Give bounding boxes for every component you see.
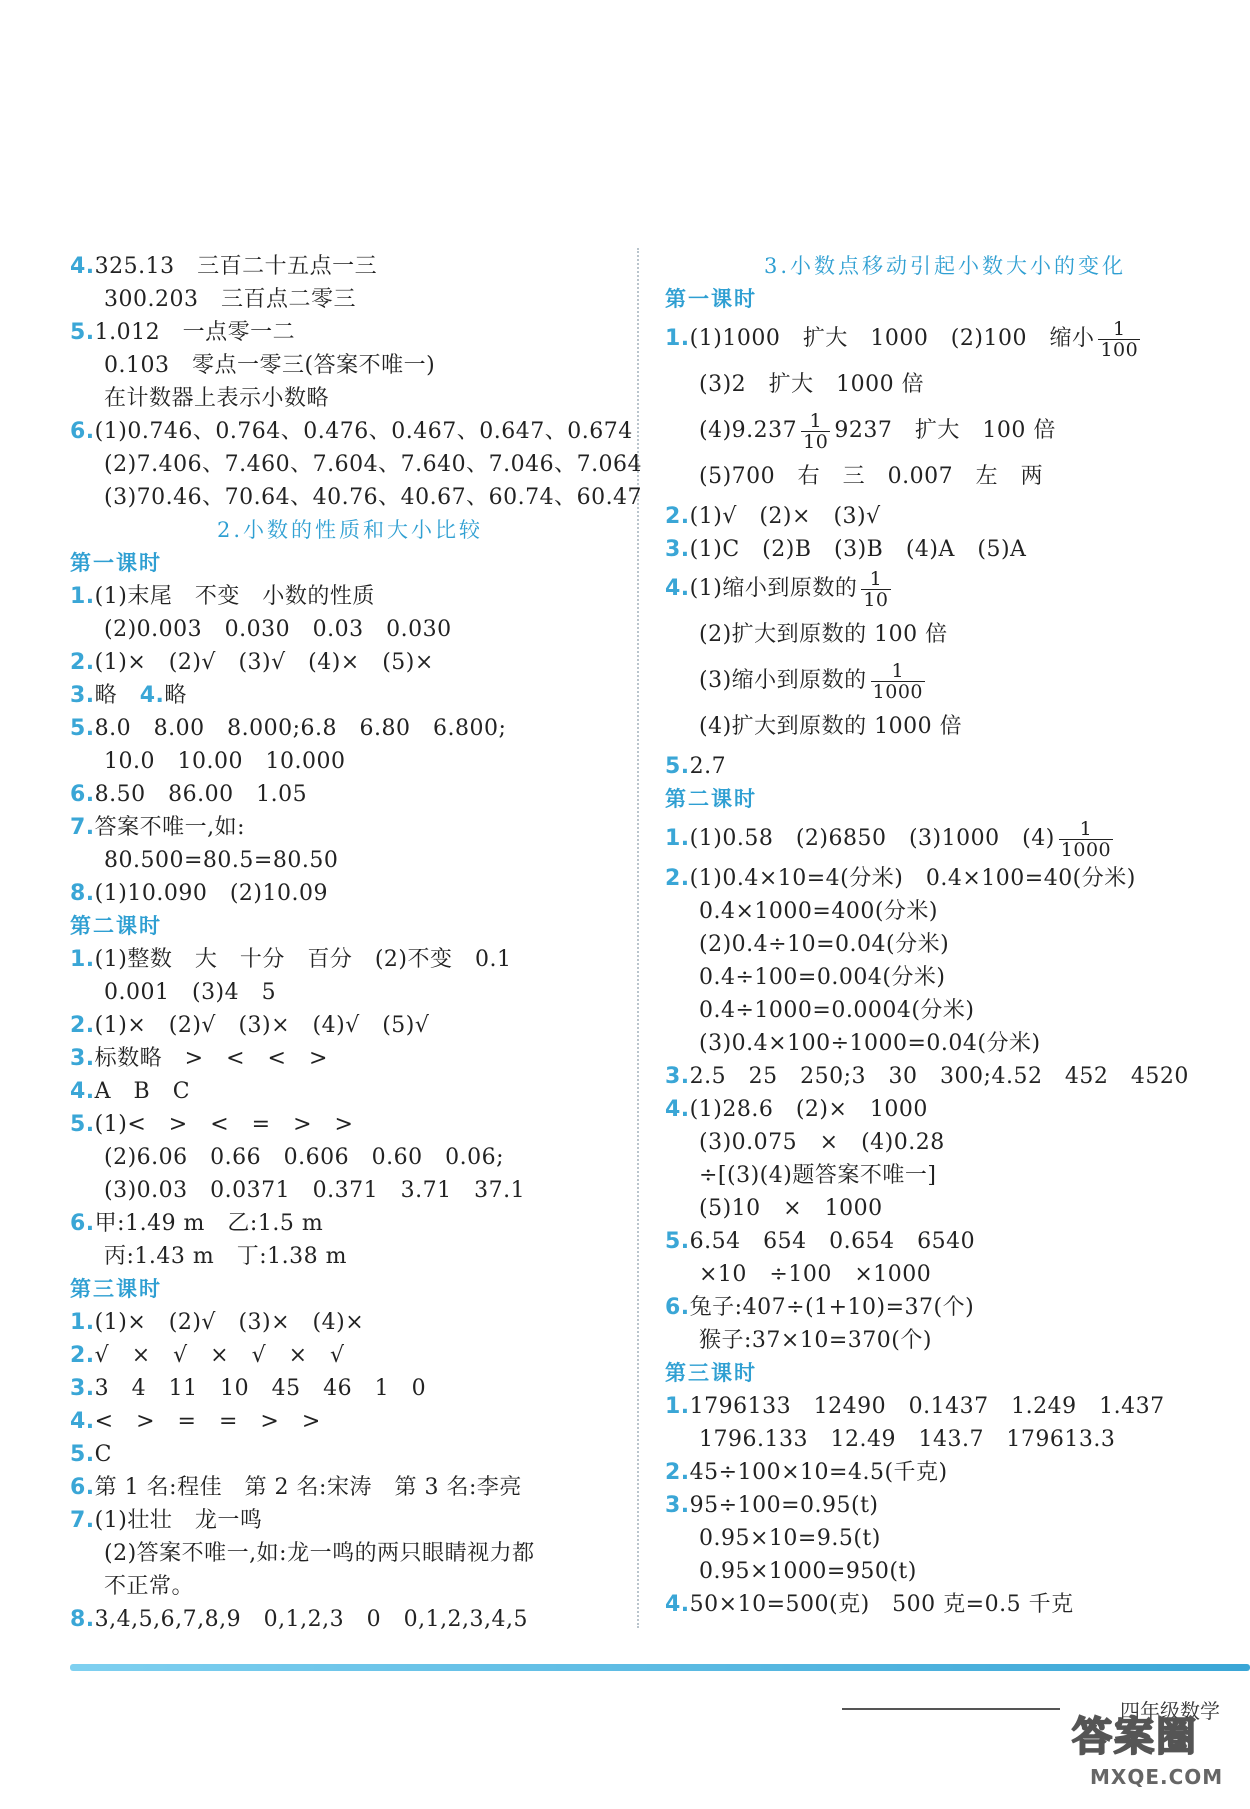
answer-line: (5)10 × 1000: [699, 1196, 883, 1221]
section-title: 2.小数的性质和大小比较: [216, 518, 484, 542]
answer-line: 8.3,4,5,6,7,8,9 0,1,2,3 0 0,1,2,3,4,5: [70, 1607, 529, 1632]
answer-line: 0.4÷100=0.004(分米): [699, 965, 946, 990]
answer-line: 7.答案不唯一,如:: [70, 815, 246, 840]
answer-line: 2.(1)× (2)√ (3)√ (4)× (5)×: [70, 650, 434, 675]
answer-line: 300.203 三百点二零三: [104, 287, 356, 312]
answer-line: 6.第 1 名:程佳 第 2 名:宋涛 第 3 名:李亮: [70, 1475, 522, 1500]
answer-line: (3)70.46、70.64、40.76、40.67、60.74、60.47: [104, 485, 643, 510]
answer-line: 丙:1.43 m 丁:1.38 m: [104, 1244, 348, 1269]
answer-line: 2.(1)0.4×10=4(分米) 0.4×100=40(分米): [665, 866, 1136, 891]
watermark-url: MXQE.COM: [1090, 1765, 1224, 1789]
answer-line: (2)0.4÷10=0.04(分米): [699, 932, 950, 957]
fraction: $\frac{1}{1000}$: [1060, 817, 1112, 861]
answer-line: (2)答案不唯一,如:龙一鸣的两只眼睛视力都: [104, 1541, 535, 1566]
answer-line: (5)700 右 三 0.007 左 两: [699, 464, 1044, 489]
answer-line: 3.95÷100=0.95(t): [665, 1493, 879, 1518]
answer-line: (2)6.06 0.66 0.606 0.60 0.06;: [104, 1145, 504, 1170]
answer-line: 在计数器上表示小数略: [104, 386, 330, 411]
lesson-heading: 第二课时: [70, 914, 162, 938]
answer-line: (4)扩大到原数的 1000 倍: [699, 714, 963, 739]
answer-line: 1796.133 12.49 143.7 179613.3: [699, 1427, 1116, 1452]
answer-line: 0.001 (3)4 5: [104, 980, 277, 1005]
answer-line: (2)0.003 0.030 0.03 0.030: [104, 617, 452, 642]
answer-line: 10.0 10.00 10.000: [104, 749, 346, 774]
answer-line: 0.103 零点一零三(答案不唯一): [104, 353, 436, 378]
answer-line: 4.50×10=500(克) 500 克=0.5 千克: [665, 1592, 1074, 1617]
answer-line: 1.(1)末尾 不变 小数的性质: [70, 584, 375, 609]
footer-bar: [70, 1664, 1250, 1671]
answer-line: 2.(1)√ (2)× (3)√: [665, 504, 881, 529]
answer-line: (3)2 扩大 1000 倍: [699, 372, 925, 397]
answer-line: (3)0.03 0.0371 0.371 3.71 37.1: [104, 1178, 526, 1203]
answer-line: 猴子:37×10=370(个): [699, 1328, 932, 1353]
answer-line: 2.√ × √ × √ × √: [70, 1343, 345, 1368]
answer-line: 5.8.0 8.00 8.000;6.8 6.80 6.800;: [70, 716, 507, 741]
answer-line: 5.C: [70, 1442, 113, 1467]
right-column: [665, 250, 1225, 1621]
answer-line: 4.< > = = > >: [70, 1409, 321, 1434]
answer-line: 8.(1)10.090 (2)10.09: [70, 881, 328, 906]
answer-line: 5.6.54 654 0.654 6540: [665, 1229, 976, 1254]
answer-line: 4.(1)28.6 (2)× 1000: [665, 1097, 928, 1122]
answer-line: 6.8.50 86.00 1.05: [70, 782, 308, 807]
answer-line: 6.(1)0.746、0.764、0.476、0.467、0.647、0.674: [70, 419, 633, 444]
answer-line: 3.(1)C (2)B (3)B (4)A (5)A: [665, 537, 1027, 562]
answer-line: 4.(1)缩小到原数的 $\frac{1}{10}$: [665, 567, 889, 611]
answer-line: 2.(1)× (2)√ (3)× (4)√ (5)√: [70, 1013, 430, 1038]
answer-line: ×10 ÷100 ×1000: [699, 1262, 932, 1287]
answer-line: (3)0.4×100÷1000=0.04(分米): [699, 1031, 1041, 1056]
answer-line: 6.兔子:407÷(1+10)=37(个): [665, 1295, 975, 1320]
answer-line: ÷[(3)(4)题答案不唯一]: [699, 1163, 937, 1188]
answer-line: 1.(1)1000 扩大 1000 (2)100 缩小 $\frac{1}{100}$: [665, 317, 1139, 361]
answer-line: 1.1796133 12490 0.1437 1.249 1.437: [665, 1394, 1165, 1419]
answer-line: 不正常。: [104, 1574, 195, 1599]
answer-line: 6.甲:1.49 m 乙:1.5 m: [70, 1211, 324, 1236]
footer-subject: 四年级数学: [1120, 1699, 1220, 1723]
answer-line: 5.1.012 一点零一二: [70, 320, 296, 345]
lesson-heading: 第一课时: [70, 551, 162, 575]
answer-line: 0.95×10=9.5(t): [699, 1526, 881, 1551]
left-column: [70, 250, 643, 1636]
answer-line: 1.(1)× (2)√ (3)× (4)×: [70, 1310, 365, 1335]
answer-line: 3.3 4 11 10 45 46 1 0: [70, 1376, 427, 1401]
section-title: 3.小数点移动引起小数大小的变化: [763, 254, 1127, 278]
answer-line: 4.A B C: [70, 1079, 191, 1104]
fraction: $\frac{1}{10}$: [803, 409, 829, 453]
fraction: $\frac{1}{100}$: [1100, 317, 1139, 361]
lesson-heading: 第一课时: [665, 287, 757, 311]
answer-line: (2)7.406、7.460、7.604、7.640、7.046、7.064: [104, 452, 643, 477]
answer-line: (3)缩小到原数的 $\frac{1}{1000}$: [699, 659, 924, 703]
lesson-heading: 第二课时: [665, 787, 757, 811]
answer-line: (2)扩大到原数的 100 倍: [699, 622, 948, 647]
lesson-heading: 第三课时: [665, 1361, 757, 1385]
answer-line: (4)9.237 $\frac{1}{10}$ 9237 扩大 100 倍: [699, 409, 1056, 453]
footer-rule: [842, 1708, 1060, 1710]
answer-line: 7.(1)壮壮 龙一鸣: [70, 1508, 263, 1533]
answer-line: 3.2.5 25 250;3 30 300;4.52 452 4520: [665, 1064, 1189, 1089]
answer-line: 3.标数略 > < < >: [70, 1046, 328, 1071]
answer-line: 2.45÷100×10=4.5(千克): [665, 1460, 948, 1485]
answer-line: 5.2.7: [665, 754, 727, 779]
answer-line: (3)0.075 × (4)0.28: [699, 1130, 945, 1155]
answer-line: 1.(1)整数 大 十分 百分 (2)不变 0.1: [70, 947, 512, 972]
answer-line: 0.95×1000=950(t): [699, 1559, 917, 1584]
fraction: $\frac{1}{1000}$: [872, 659, 924, 703]
answer-line: 0.4÷1000=0.0004(分米): [699, 998, 975, 1023]
answer-line: 1.(1)0.58 (2)6850 (3)1000 (4) $\frac{1}{1000}$: [665, 817, 1112, 861]
fraction: $\frac{1}{10}$: [863, 567, 889, 611]
answer-line: 3.略 4.略: [70, 683, 187, 708]
lesson-heading: 第三课时: [70, 1277, 162, 1301]
answer-line: 80.500=80.5=80.50: [104, 848, 339, 873]
answer-line: 5.(1)< > < = > >: [70, 1112, 354, 1137]
answer-line: 0.4×1000=400(分米): [699, 899, 939, 924]
watermark-logo: 答案圈: [1072, 1714, 1198, 1760]
answer-line: 4.325.13 三百二十五点一三: [70, 254, 378, 279]
